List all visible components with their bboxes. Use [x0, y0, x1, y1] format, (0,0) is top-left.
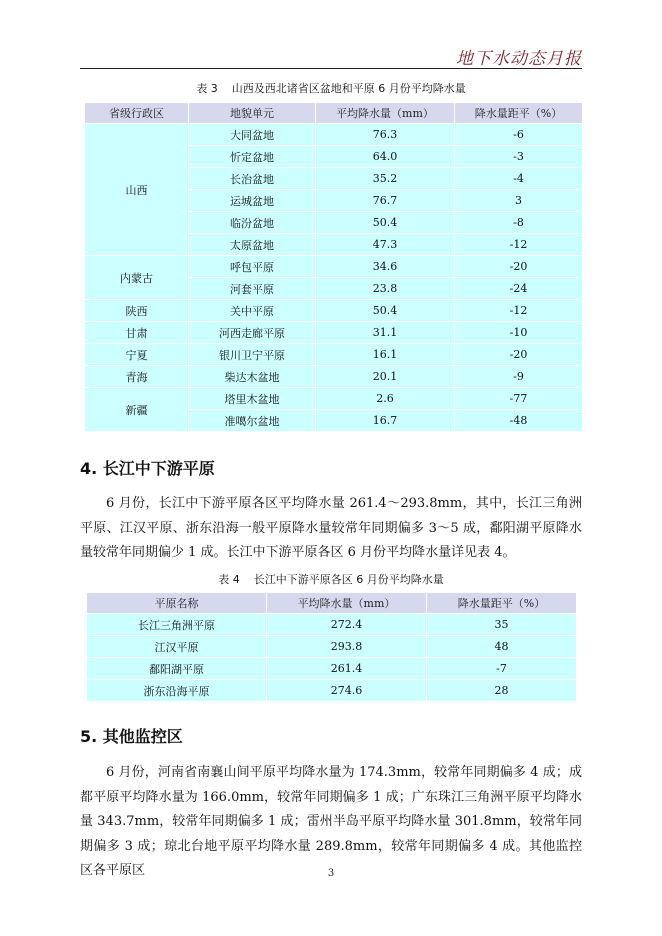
landform-unit-cell: 塔里木盆地 [189, 388, 316, 410]
header-rule [80, 68, 582, 69]
section4-heading: 4. 长江中下游平原 [80, 459, 215, 478]
landform-unit-cell: 呼包平原 [189, 256, 316, 278]
table3-header-cell: 地貌单元 [189, 103, 316, 124]
precip-anomaly-cell: -9 [455, 366, 583, 388]
avg-precip-cell: 274.6 [267, 680, 427, 702]
table-row [85, 344, 583, 366]
table-row [85, 124, 583, 146]
avg-precip-cell: 261.4 [267, 658, 427, 680]
table4-header-cell: 平均降水量（mm） [267, 593, 427, 614]
page-number: 3 [327, 868, 335, 879]
precip-anomaly-cell: 48 [427, 636, 577, 658]
table3 [84, 102, 583, 432]
table3-header-cell: 降水量距平（%） [455, 103, 583, 124]
avg-precip-cell: 34.6 [316, 256, 455, 278]
table-row [87, 658, 577, 680]
table-row [85, 366, 583, 388]
table3-body [85, 124, 583, 432]
province-cell: 甘肃 [85, 322, 189, 344]
precip-anomaly-cell: -12 [455, 300, 583, 322]
landform-unit-cell: 关中平原 [189, 300, 316, 322]
province-cell: 宁夏 [85, 344, 189, 366]
table3-caption-number: 表 3 [196, 82, 218, 95]
table3-header-row [85, 103, 583, 124]
avg-precip-cell: 50.4 [316, 212, 455, 234]
table-row [85, 300, 583, 322]
precip-anomaly-cell: 28 [427, 680, 577, 702]
table4-header-cell: 平原名称 [87, 593, 267, 614]
precip-anomaly-cell: -6 [455, 124, 583, 146]
landform-unit-cell: 大同盆地 [189, 124, 316, 146]
avg-precip-cell: 64.0 [316, 146, 455, 168]
landform-unit-cell: 准噶尔盆地 [189, 410, 316, 432]
table-row [85, 322, 583, 344]
plain-name-cell: 江汉平原 [87, 636, 267, 658]
precip-anomaly-cell: -4 [455, 168, 583, 190]
table4 [86, 592, 577, 702]
precip-anomaly-cell: -77 [455, 388, 583, 410]
table-row [87, 636, 577, 658]
table-row [87, 614, 577, 636]
precip-anomaly-cell: -20 [455, 344, 583, 366]
precip-anomaly-cell: -48 [455, 410, 583, 432]
table-row [85, 256, 583, 278]
precip-anomaly-cell: 35 [427, 614, 577, 636]
table3-caption-title: 山西及西北诸省区盆地和平原 6 月份平均降水量 [231, 82, 466, 95]
landform-unit-cell: 忻定盆地 [189, 146, 316, 168]
precip-anomaly-cell: -3 [455, 146, 583, 168]
avg-precip-cell: 23.8 [316, 278, 455, 300]
precip-anomaly-cell: -10 [455, 322, 583, 344]
avg-precip-cell: 2.6 [316, 388, 455, 410]
precip-anomaly-cell: -7 [427, 658, 577, 680]
plain-name-cell: 浙东沿海平原 [87, 680, 267, 702]
table4-caption-number: 表 4 [218, 573, 240, 586]
table4-header-cell: 降水量距平（%） [427, 593, 577, 614]
table-row [85, 388, 583, 410]
plain-name-cell: 鄱阳湖平原 [87, 658, 267, 680]
avg-precip-cell: 76.3 [316, 124, 455, 146]
precip-anomaly-cell: 3 [455, 190, 583, 212]
landform-unit-cell: 长治盆地 [189, 168, 316, 190]
section4-paragraph: 6 月份，长江中下游平原各区平均降水量 261.4～293.8mm，其中，长江三角洲平原、江汉平原、浙东沿海一般平原降水量较常年同期偏多 3～5 成，鄱阳湖平原降水量较常年同期偏少 1 成。长江中下游平原各区 6 月份平均降水量详见表 4。 [80, 496, 582, 560]
table-row [87, 680, 577, 702]
avg-precip-cell: 50.4 [316, 300, 455, 322]
landform-unit-cell: 运城盆地 [189, 190, 316, 212]
avg-precip-cell: 293.8 [267, 636, 427, 658]
landform-unit-cell: 太原盆地 [189, 234, 316, 256]
section5-heading: 5. 其他监控区 [80, 727, 183, 746]
province-cell: 新疆 [85, 388, 189, 432]
province-cell: 内蒙古 [85, 256, 189, 300]
table4-header-row [87, 593, 577, 614]
plain-name-cell: 长江三角洲平原 [87, 614, 267, 636]
avg-precip-cell: 16.7 [316, 410, 455, 432]
province-cell: 陕西 [85, 300, 189, 322]
landform-unit-cell: 河套平原 [189, 278, 316, 300]
landform-unit-cell: 河西走廊平原 [189, 322, 316, 344]
report-title: 地下水动态月报 [456, 49, 582, 69]
avg-precip-cell: 272.4 [267, 614, 427, 636]
avg-precip-cell: 16.1 [316, 344, 455, 366]
precip-anomaly-cell: -8 [455, 212, 583, 234]
province-cell: 青海 [85, 366, 189, 388]
landform-unit-cell: 柴达木盆地 [189, 366, 316, 388]
table4-body [87, 614, 577, 702]
table4-caption [0, 571, 662, 587]
precip-anomaly-cell: -12 [455, 234, 583, 256]
avg-precip-cell: 35.2 [316, 168, 455, 190]
table3-header-cell: 省级行政区 [85, 103, 189, 124]
table4-caption-title: 长江中下游平原各区 6 月份平均降水量 [253, 573, 444, 586]
avg-precip-cell: 20.1 [316, 366, 455, 388]
section5-paragraph: 6 月份，河南省南襄山间平原平均降水量为 174.3mm，较常年同期偏多 4 成；成都平原平均降水量为 166.0mm，较常年同期偏多 1 成；广东珠江三角洲平原平均降水量 343.7mm，较常年同期偏多 1 成；雷州半岛平原平均降水量 301.8mm，较常年同期偏多 3 成；琼北台地平原平均降水量 289.8mm，较常年同期偏多 4 成。其他监控区各平原区 [80, 765, 582, 878]
avg-precip-cell: 76.7 [316, 190, 455, 212]
landform-unit-cell: 临汾盆地 [189, 212, 316, 234]
avg-precip-cell: 47.3 [316, 234, 455, 256]
avg-precip-cell: 31.1 [316, 322, 455, 344]
table3-caption [0, 80, 662, 96]
table3-header-cell: 平均降水量（mm） [316, 103, 455, 124]
precip-anomaly-cell: -24 [455, 278, 583, 300]
province-cell: 山西 [85, 124, 189, 256]
precip-anomaly-cell: -20 [455, 256, 583, 278]
landform-unit-cell: 银川卫宁平原 [189, 344, 316, 366]
